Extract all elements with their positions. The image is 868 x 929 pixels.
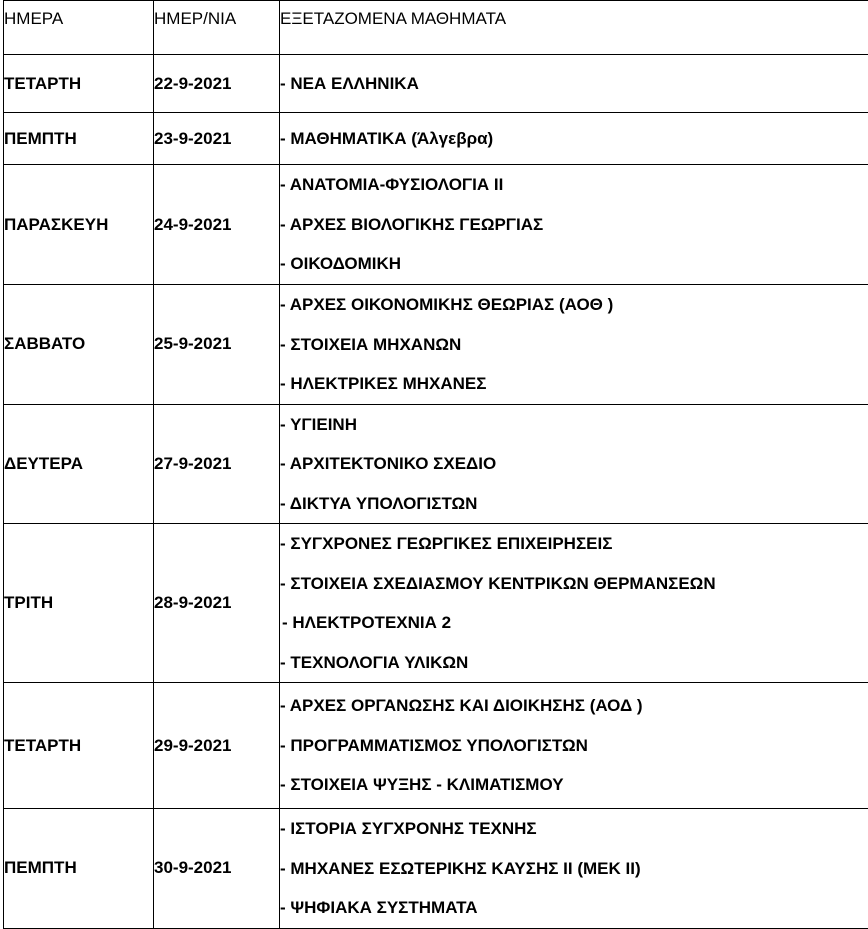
subject-item: - ΑΝΑΤΟΜΙΑ-ΦΥΣΙΟΛΟΓΙΑ ΙΙ <box>280 165 868 205</box>
subject-item: - ΝΕΑ ΕΛΛΗΝΙΚΑ <box>280 64 868 104</box>
subject-item: - ΠΡΟΓΡΑΜΜΑΤΙΣΜΟΣ ΥΠΟΛΟΓΙΣΤΩΝ <box>280 726 868 766</box>
date-cell: 23-9-2021 <box>154 113 280 165</box>
subjects-cell <box>280 404 868 524</box>
subject-item: - ΤΕΧΝΟΛΟΓΙΑ ΥΛΙΚΩΝ <box>280 643 868 683</box>
subject-item: - ΑΡΧΕΣ ΒΙΟΛΟΓΙΚΗΣ ΓΕΩΡΓΙΑΣ <box>280 205 868 245</box>
table-row <box>4 809 868 929</box>
subjects-cell <box>280 809 868 929</box>
date-cell: 28-9-2021 <box>154 524 280 683</box>
table-row <box>4 683 868 809</box>
subject-item: - ΣΤΟΙΧΕΙΑ ΜΗΧΑΝΩΝ <box>280 325 868 365</box>
subjects-cell <box>280 165 868 285</box>
date-cell: 30-9-2021 <box>154 809 280 929</box>
date-cell: 29-9-2021 <box>154 683 280 809</box>
subject-item: - ΗΛΕΚΤΡΙΚΕΣ ΜΗΧΑΝΕΣ <box>280 364 868 404</box>
header-subjects: ΕΞΕΤΑΖΟΜΕΝΑ ΜΑΘΗΜΑΤΑ <box>280 1 868 55</box>
subjects-cell <box>280 55 868 113</box>
table-row <box>4 165 868 285</box>
subjects-cell <box>280 524 868 683</box>
table-row <box>4 285 868 405</box>
subject-item: - ΑΡΧΕΣ ΟΙΚΟΝΟΜΙΚΗΣ ΘΕΩΡΙΑΣ (ΑΟΘ ) <box>280 285 868 325</box>
day-cell: ΤΕΤΑΡΤΗ <box>4 55 154 113</box>
day-cell: ΤΡΙΤΗ <box>4 524 154 683</box>
day-cell: ΣΑΒΒΑΤΟ <box>4 285 154 405</box>
date-cell: 24-9-2021 <box>154 165 280 285</box>
header-day: ΗΜΕΡΑ <box>4 1 154 55</box>
subject-item: - ΗΛΕΚΤΡΟΤΕΧΝΙΑ 2 <box>280 603 868 643</box>
subject-item: - ΑΡΧΙΤΕΚΤΟΝΙΚΟ ΣΧΕΔΙΟ <box>280 444 868 484</box>
date-cell: 22-9-2021 <box>154 55 280 113</box>
subjects-cell <box>280 285 868 405</box>
subject-item: - ΟΙΚΟΔΟΜΙΚΗ <box>280 244 868 284</box>
day-cell: ΠΕΜΠΤΗ <box>4 809 154 929</box>
subjects-cell <box>280 113 868 165</box>
table-row <box>4 55 868 113</box>
date-cell: 27-9-2021 <box>154 404 280 524</box>
table-row <box>4 113 868 165</box>
subject-item: - ΨΗΦΙΑΚΑ ΣΥΣΤΗΜΑΤΑ <box>280 888 868 928</box>
day-cell: ΠΑΡΑΣΚΕΥΗ <box>4 165 154 285</box>
subject-item: - ΑΡΧΕΣ ΟΡΓΑΝΩΣΗΣ ΚΑΙ ΔΙΟΙΚΗΣΗΣ (ΑΟΔ ) <box>280 686 868 726</box>
header-date: ΗΜΕΡ/ΝΙΑ <box>154 1 280 55</box>
table-header-row <box>4 1 868 55</box>
date-cell: 25-9-2021 <box>154 285 280 405</box>
subject-item: - ΣΤΟΙΧΕΙΑ ΣΧΕΔΙΑΣΜΟΥ ΚΕΝΤΡΙΚΩΝ ΘΕΡΜΑΝΣΕΩΝ <box>280 564 868 604</box>
subject-item: - ΜΗΧΑΝΕΣ ΕΣΩΤΕΡΙΚΗΣ ΚΑΥΣΗΣ ΙΙ (ΜΕΚ ΙΙ) <box>280 849 868 889</box>
exam-schedule-table <box>3 0 868 929</box>
subject-item: - ΙΣΤΟΡΙΑ ΣΥΓΧΡΟΝΗΣ ΤΕΧΝΗΣ <box>280 809 868 849</box>
subject-item: - ΥΓΙΕΙΝΗ <box>280 405 868 445</box>
day-cell: ΠΕΜΠΤΗ <box>4 113 154 165</box>
table-body <box>4 55 868 929</box>
table-row <box>4 524 868 683</box>
day-cell: ΔΕΥΤΕΡΑ <box>4 404 154 524</box>
day-cell: ΤΕΤΑΡΤΗ <box>4 683 154 809</box>
subject-item: - ΜΑΘΗΜΑΤΙΚΑ (Άλγεβρα) <box>280 119 868 159</box>
subject-item: - ΣΤΟΙΧΕΙΑ ΨΥΞΗΣ - ΚΛΙΜΑΤΙΣΜΟΥ <box>280 765 868 805</box>
subjects-cell <box>280 683 868 809</box>
subject-item: - ΣΥΓΧΡΟΝΕΣ ΓΕΩΡΓΙΚΕΣ ΕΠΙΧΕΙΡΗΣΕΙΣ <box>280 524 868 564</box>
subject-item: - ΔΙΚΤΥΑ ΥΠΟΛΟΓΙΣΤΩΝ <box>280 484 868 524</box>
table-row <box>4 404 868 524</box>
